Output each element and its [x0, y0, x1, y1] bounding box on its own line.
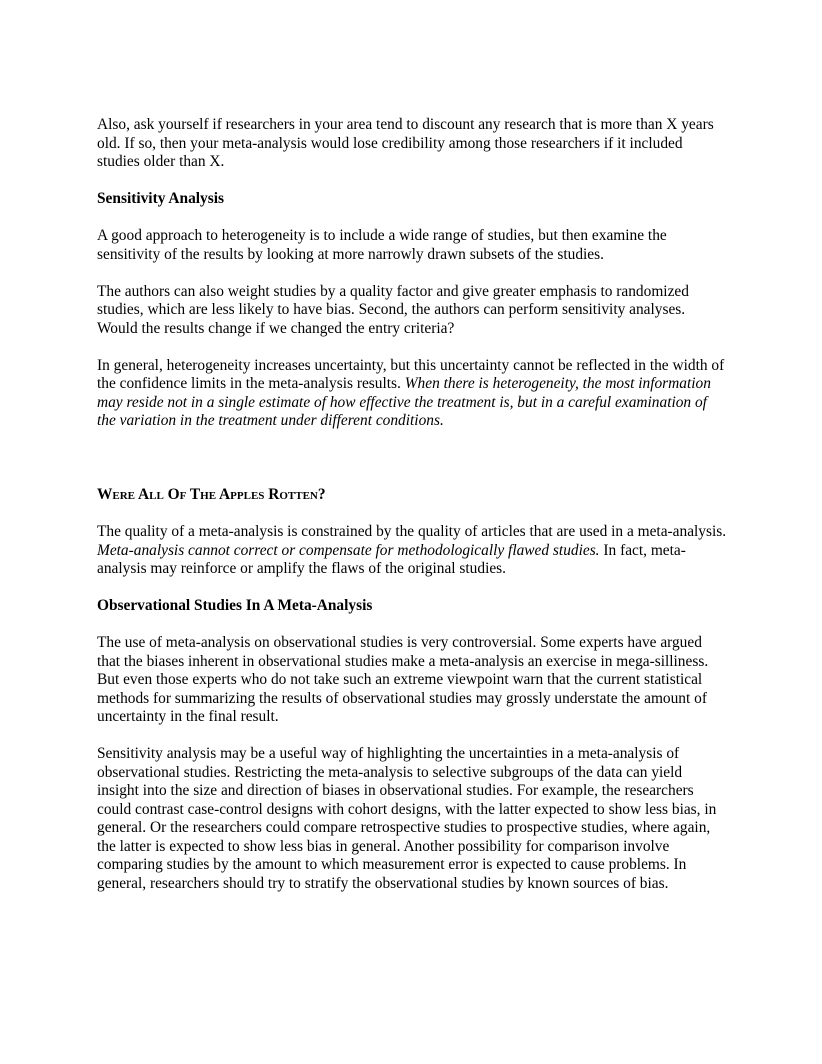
quality-text-start: The quality of a meta-analysis is constrained by the quality of articles that are used in a meta-analysis.	[97, 523, 727, 540]
paragraph-weight-studies: The authors can also weight studies by a quality factor and give greater emphasis to randomized studies, which are less likely to have bias. Second, the authors can perform sensitivity analyses. Would the results change if we changed the entry criteria?	[97, 282, 689, 337]
spacer	[97, 449, 727, 468]
heading-sensitivity-analysis: Sensitivity Analysis	[97, 190, 225, 207]
quality-text-end: In fact, meta-analysis may reinforce or amplify the flaws of the original studies.	[97, 541, 686, 577]
quality-italic-text: Meta-analysis cannot correct or compensate for methodologically flawed studies.	[97, 541, 600, 559]
heading-observational-studies: Observational Studies In A Meta-Analysis	[97, 597, 373, 614]
paragraph-sensitivity-observational: Sensitivity analysis may be a useful way of highlighting the uncertainties in a meta-analysis of observational studies. Restricting the meta-analysis to selective subgroups of the data can yield insight into the size and direction of biases in observational studies. For example, the researchers could contrast case-control designs with cohort designs, with the latter expected to show less bias, in general. Or the researchers could compare retrospective studies to prospective studies, where again, the latter is expected to show less bias in general. Another possibility for comparison involve comparing studies by the amount to which measurement error is expected to cause problems. In general, researchers should try to stratify the observational studies by known sources of bias.	[97, 745, 717, 892]
document-page	[97, 116, 727, 893]
paragraph-quality-constraint	[97, 523, 727, 579]
uncertainty-text: In general, heterogeneity increases uncertainty, but this uncertainty cannot be reflected in the width of the confidence limits in the meta-analysis results.	[97, 356, 725, 392]
paragraph-observational-controversy: The use of meta-analysis on observational studies is very controversial. Some experts have argued that the biases inherent in observational studies make a meta-analysis an exercise in mega-silliness. But even those experts who do not take such an extreme viewpoint warn that the current statistical methods for summarizing the results of observational studies may grossly understate the amount of uncertainty in the final result.	[97, 634, 709, 725]
uncertainty-italic-text: When there is heterogeneity, the most information may reside not in a single estimate of how effective the treatment is, but in a careful examination of the variation in the treatment under different conditions.	[97, 375, 711, 429]
paragraph-uncertainty	[97, 357, 727, 431]
paragraph-heterogeneity-approach: A good approach to heterogeneity is to include a wide range of studies, but then examine the sensitivity of the results by looking at more narrowly drawn subsets of the studies.	[97, 227, 667, 263]
paragraph-old-research: Also, ask yourself if researchers in your area tend to discount any research that is more than X years old. If so, then your meta-analysis would lose credibility among those researchers if it included studies older than X.	[97, 116, 714, 170]
heading-rotten-apples: Were All Of The Apples Rotten?	[97, 486, 326, 503]
